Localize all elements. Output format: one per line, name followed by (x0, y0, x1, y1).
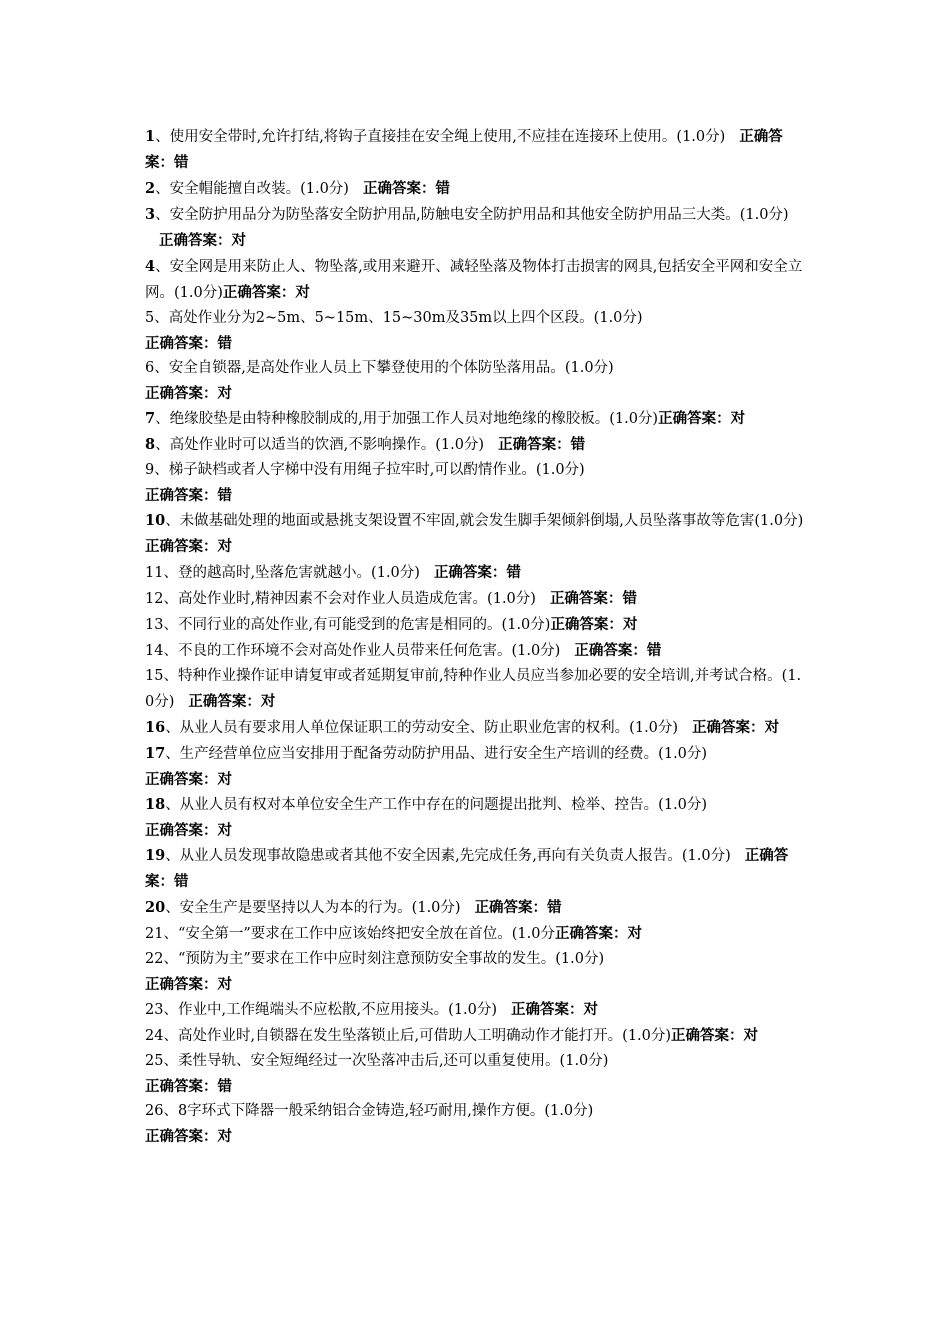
answer-label: 正确答案： (574, 642, 647, 659)
answer-label: 正确答案： (188, 693, 261, 710)
question-item (145, 508, 810, 560)
answer-label: 正确答案： (222, 284, 296, 301)
question-text: 、“预防为主”要求在工作中应时刻注意预防安全事故的发生。(1.0分) (163, 951, 605, 967)
question-number: 12 (145, 591, 164, 607)
answer (145, 767, 810, 792)
answer-value: 错 (174, 154, 189, 171)
answer-value: 对 (627, 925, 642, 942)
question-number: 1 (145, 128, 156, 145)
question-text: 、从业人员有权对本单位安全生产工作中存在的问题提出批判、检举、控告。(1.0分) (165, 797, 708, 813)
answer-value: 错 (217, 1078, 232, 1095)
question-number: 26 (145, 1103, 164, 1119)
answer-label: 正确答案： (145, 385, 218, 402)
answer (574, 642, 661, 659)
question-item (145, 843, 810, 895)
question-number: 7 (145, 410, 156, 427)
answer-value: 错 (570, 436, 586, 453)
answer-label: 正确答案： (145, 1078, 218, 1095)
answer-label: 正确答案： (555, 925, 628, 942)
answer-value: 错 (217, 335, 232, 352)
answer (145, 538, 232, 555)
answer-value: 对 (217, 976, 232, 993)
question-item (145, 406, 810, 432)
question-item (145, 202, 810, 254)
question-text: 、“安全第一”要求在工作中应该始终把安全放在首位。(1.0分 (163, 926, 555, 942)
answer-label: 正确答案： (658, 410, 731, 427)
question-item (145, 664, 810, 715)
question-text: 、安全帽能擅自改装。(1.0分) (155, 181, 349, 197)
answer-label: 正确答案： (145, 487, 218, 504)
question-number: 10 (145, 512, 166, 529)
question-number: 14 (145, 643, 164, 659)
question-number: 9 (145, 462, 155, 478)
question-number: 19 (145, 847, 166, 864)
question-text: 、高处作业时可以适当的饮酒,不影响操作。(1.0分) (155, 437, 485, 453)
answer-label: 正确答案： (550, 616, 623, 633)
answer-value: 错 (506, 564, 521, 581)
question-number: 21 (145, 926, 164, 942)
question-text: 、安全自锁器,是高处作业人员上下攀登使用的个体防坠落用品。(1.0分) (154, 360, 614, 376)
answer (145, 331, 810, 356)
question-number: 3 (145, 206, 156, 223)
question-item (145, 1049, 810, 1099)
answer-value: 对 (217, 822, 232, 839)
answer-label: 正确答案： (159, 232, 232, 249)
answer (145, 818, 810, 843)
question-item (145, 560, 810, 586)
answer (145, 1074, 810, 1099)
answer (145, 483, 810, 508)
answer (363, 180, 450, 197)
question-item (145, 947, 810, 997)
question-item (145, 586, 810, 612)
question-number: 8 (145, 436, 156, 453)
question-text: 、未做基础处理的地面或悬挑支架设置不牢固,就会发生脚手架倾斜倒塌,人员坠落事故等危害(1.0分) (165, 513, 804, 529)
question-item (145, 638, 810, 664)
answer (550, 590, 637, 607)
question-number: 2 (145, 180, 156, 197)
answer (434, 564, 521, 581)
answer-label: 正确答案： (549, 590, 623, 607)
question-number: 4 (145, 258, 156, 275)
question-item (145, 715, 810, 741)
question-item (145, 458, 810, 508)
answer (475, 899, 562, 916)
answer-label: 正确答案： (145, 128, 783, 171)
question-text: 、从业人员发现事故隐患或者其他不安全因素,先完成任务,再向有关负责人报告。(1.0分) (165, 848, 731, 864)
answer-value: 对 (583, 1001, 599, 1018)
answer (145, 1124, 810, 1149)
answer (671, 1027, 758, 1044)
answer (550, 616, 637, 633)
answer-label: 正确答案： (498, 436, 571, 453)
question-item (145, 432, 810, 458)
question-item (145, 306, 810, 356)
answer (145, 381, 810, 406)
question-number: 25 (145, 1053, 164, 1069)
question-text: 、柔性导轨、安全短绳经过一次坠落冲击后,还可以重复使用。(1.0分) (163, 1053, 609, 1069)
answer-label: 正确答案： (145, 538, 218, 555)
question-text: 、作业中,工作绳端头不应松散,不应用接头。(1.0分) (163, 1002, 498, 1018)
answer-label: 正确答案： (671, 1027, 744, 1044)
question-item (145, 612, 810, 638)
answer-label: 正确答案： (145, 335, 218, 352)
question-item (145, 176, 810, 202)
answer (498, 436, 585, 453)
question-number: 18 (145, 796, 166, 813)
question-text: 、安全生产是要坚持以人为本的行为。(1.0分) (165, 900, 461, 916)
answer-value: 对 (217, 385, 232, 402)
answer-value: 对 (743, 1027, 759, 1044)
answer (692, 719, 779, 736)
answer (658, 410, 745, 427)
answer-value: 对 (217, 538, 232, 555)
question-text: 、生产经营单位应当安排用于配备劳动防护用品、进行安全生产培训的经费。(1.0分) (165, 746, 708, 762)
question-number: 22 (145, 951, 164, 967)
answer-label: 正确答案： (474, 899, 548, 916)
question-text: 、高处作业时,自锁器在发生坠落锁止后,可借助人工明确动作才能打开。(1.0分) (163, 1028, 672, 1044)
answer-label: 正确答案： (145, 976, 218, 993)
question-number: 5 (145, 310, 155, 326)
question-item (145, 741, 810, 792)
answer (159, 232, 246, 249)
answer-value: 对 (231, 232, 246, 249)
answer-label: 正确答案： (145, 822, 218, 839)
question-number: 13 (145, 617, 164, 633)
question-text: 、高处作业分为2~5m、5~15m、15~30m及35m以上四个区段。(1.0分) (154, 310, 643, 326)
answer-value: 对 (260, 693, 276, 710)
answer-value: 错 (435, 180, 450, 197)
question-text: 、不良的工作环境不会对高处作业人员带来任何危害。(1.0分) (163, 643, 561, 659)
answer-value: 错 (217, 487, 232, 504)
question-text: 、高处作业时,精神因素不会对作业人员造成危害。(1.0分) (163, 591, 536, 607)
question-item (145, 895, 810, 921)
answer (145, 972, 810, 997)
answer (223, 284, 310, 301)
question-number: 11 (145, 565, 164, 581)
question-item (145, 1099, 810, 1149)
answer-value: 对 (217, 1128, 232, 1145)
answer-label: 正确答案： (145, 1128, 218, 1145)
question-item (145, 254, 810, 306)
question-text: 、梯子缺档或者人字梯中没有用绳子拉牢时,可以酌情作业。(1.0分) (154, 462, 585, 478)
question-text: 、安全网是用来防止人、物坠落,或用来避开、减轻坠落及物体打击损害的网具,包括安全平网和安全立网。(1.0分) (145, 259, 803, 301)
answer-value: 对 (764, 719, 780, 736)
question-text: 、特种作业操作证申请复审或者延期复审前,特种作业人员应当参加必要的安全培训,并考试合格。(1.0分) (145, 668, 802, 710)
answer-value: 对 (622, 616, 638, 633)
answer-value: 对 (217, 771, 232, 788)
question-list (145, 124, 810, 1149)
question-number: 16 (145, 719, 166, 736)
answer-value: 对 (295, 284, 310, 301)
answer-value: 对 (730, 410, 746, 427)
question-item (145, 1023, 810, 1049)
question-number: 6 (145, 360, 155, 376)
answer-label: 正确答案： (145, 771, 218, 788)
question-item (145, 124, 810, 176)
answer-value: 错 (547, 899, 562, 916)
answer (188, 693, 275, 710)
question-number: 17 (145, 745, 166, 762)
question-item (145, 921, 810, 947)
question-number: 24 (145, 1028, 164, 1044)
answer-label: 正确答案： (692, 719, 765, 736)
question-item (145, 356, 810, 406)
question-text: 、绝缘胶垫是由特种橡胶制成的,用于加强工作人员对地绝缘的橡胶板。(1.0分) (155, 411, 659, 427)
question-number: 15 (145, 668, 164, 684)
answer-label: 正确答案： (433, 564, 507, 581)
question-text: 、使用安全带时,允许打结,将钩子直接挂在安全绳上使用,不应挂在连接环上使用。(1.0分) (155, 129, 726, 145)
answer-value: 错 (646, 642, 662, 659)
question-text: 、从业人员有要求用人单位保证职工的劳动安全、防止职业危害的权利。(1.0分) (165, 720, 679, 736)
question-item (145, 792, 810, 843)
answer-value: 错 (174, 873, 189, 890)
question-text: 、安全防护用品分为防坠落安全防护用品,防触电安全防护用品和其他安全防护用品三大类。(1.0分) (155, 207, 789, 223)
answer (511, 1001, 598, 1018)
answer (555, 925, 642, 942)
question-number: 23 (145, 1002, 164, 1018)
question-text: 、8字环式下降器一般采纳铝合金铸造,轻巧耐用,操作方便。(1.0分) (163, 1103, 594, 1119)
answer-label: 正确答案： (511, 1001, 584, 1018)
question-text: 、不同行业的高处作业,有可能受到的危害是相同的。(1.0分) (163, 617, 551, 633)
answer-value: 错 (622, 590, 637, 607)
question-number: 20 (145, 899, 166, 916)
question-text: 、登的越高时,坠落危害就越小。(1.0分) (163, 565, 420, 581)
answer-label: 正确答案： (362, 180, 436, 197)
question-item (145, 997, 810, 1023)
answer-label: 正确答案： (145, 847, 789, 890)
